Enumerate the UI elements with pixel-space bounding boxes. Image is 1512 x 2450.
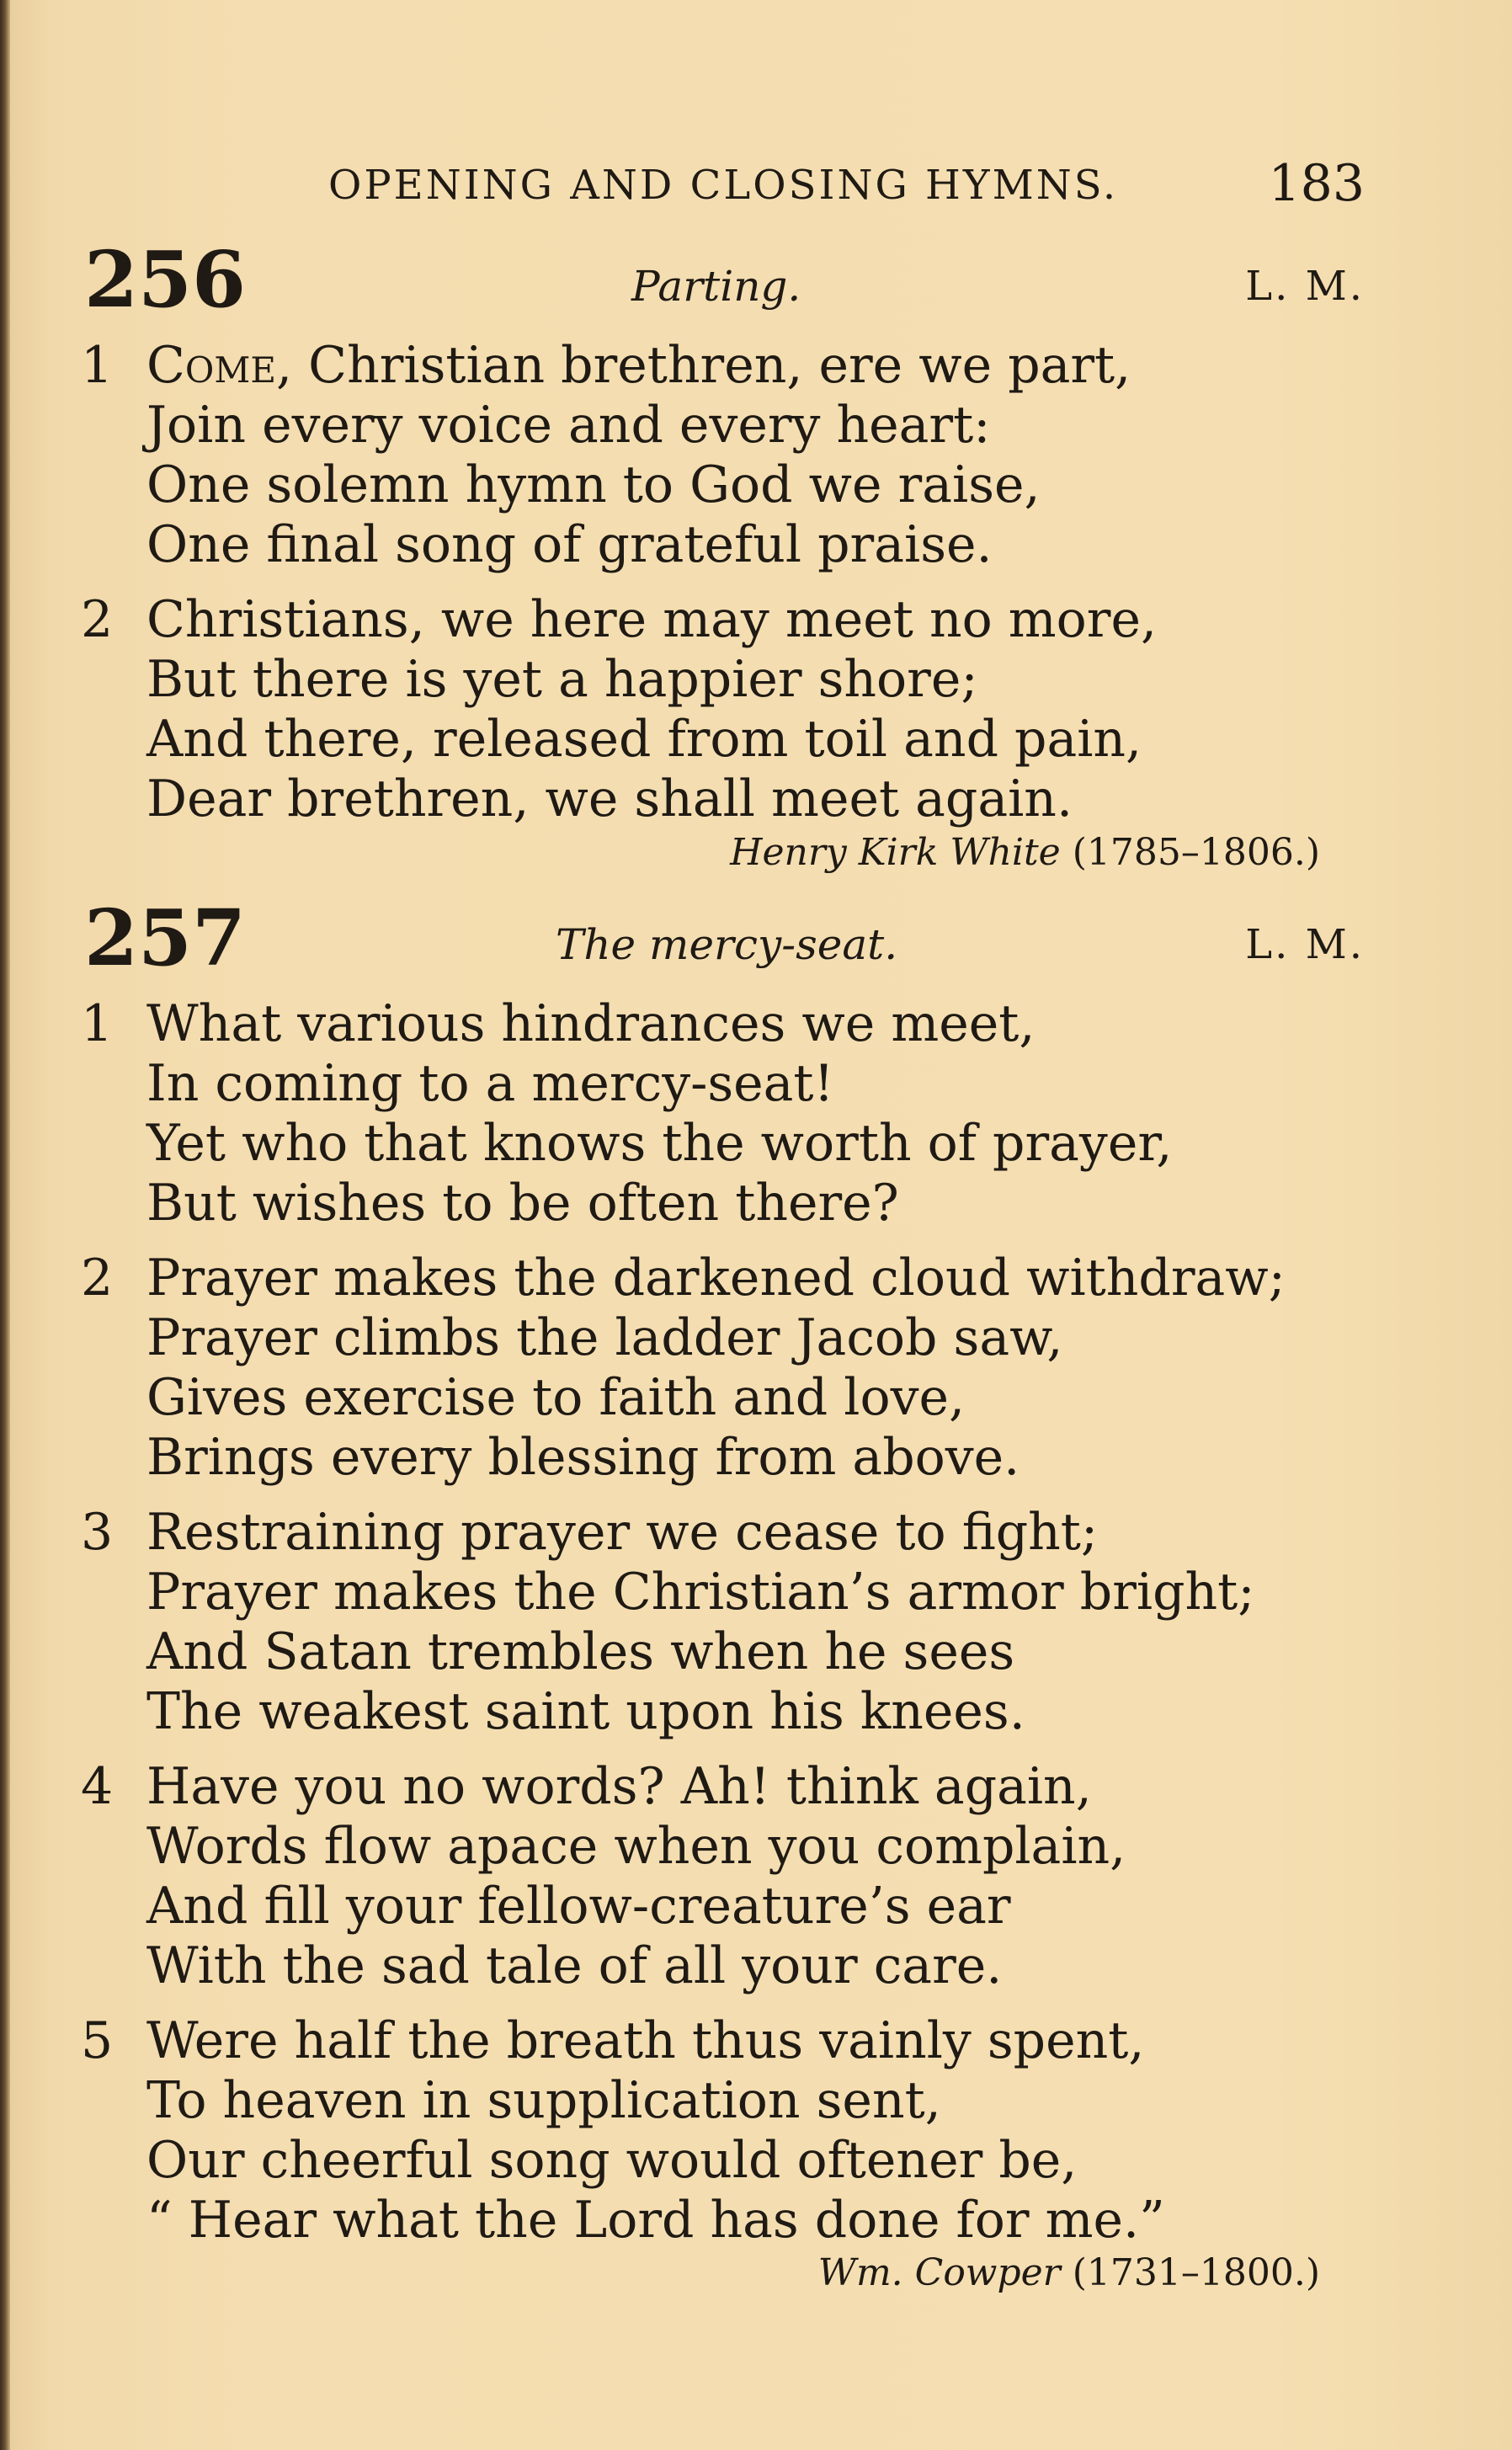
hymn-attribution — [818, 2250, 1320, 2297]
stanza-number: 2 — [81, 1249, 114, 1308]
verse-line: And fill your fellow-creature’s ear — [146, 1877, 1011, 1936]
verse-line: Our cheerful song would oftener be, — [146, 2131, 1078, 2190]
hymn-title: The mercy-seat. — [556, 920, 898, 969]
stanza-number: 4 — [81, 1757, 114, 1816]
author-dates: (1731–1800.) — [1072, 2251, 1320, 2294]
verse-line: Christians, we here may meet no more, — [146, 590, 1158, 649]
book-spine-edge — [0, 0, 10, 2450]
verse-line: And there, released from toil and pain, — [146, 710, 1142, 769]
running-title: OPENING AND CLOSING HYMNS. — [328, 162, 1119, 209]
verse-line: “ Hear what the Lord has done for me.” — [146, 2191, 1165, 2250]
verse-line: With the sad tale of all your care. — [146, 1936, 1003, 1995]
verse-line: But wishes to be often there? — [146, 1174, 899, 1233]
hymn-heading — [84, 892, 1365, 983]
verse-line: Have you no words? Ah! think again, — [146, 1757, 1092, 1816]
verse-line: One solemn hymn to God we raise, — [146, 455, 1041, 514]
verse-line: Prayer makes the Christian’s armor bright; — [146, 1563, 1255, 1622]
author-name: Wm. Cowper — [817, 2251, 1061, 2294]
stanza-number: 1 — [81, 336, 114, 395]
page-number: 183 — [1268, 154, 1365, 213]
stanza-number: 3 — [81, 1503, 114, 1562]
hymn-title: Parting. — [631, 262, 801, 311]
verse-line: Yet who that knows the worth of prayer, — [146, 1114, 1173, 1173]
hymn-meter: L. M. — [1245, 921, 1365, 968]
stanza-number: 1 — [81, 994, 114, 1053]
hymn-number: 256 — [84, 234, 247, 325]
verse-line: Words flow apace when you complain, — [146, 1817, 1126, 1876]
verse-line: The weakest saint upon his knees. — [146, 1682, 1025, 1741]
author-dates: (1785–1806.) — [1072, 831, 1320, 874]
verse-line: Gives exercise to faith and love, — [146, 1368, 966, 1427]
verse-line: Prayer climbs the ladder Jacob saw, — [146, 1308, 1063, 1367]
verse-line: Prayer makes the darkened cloud withdraw; — [146, 1249, 1286, 1308]
stanza-number: 2 — [81, 590, 114, 649]
hymn-heading — [84, 234, 1365, 325]
hymn-number: 257 — [84, 892, 247, 983]
hymn-attribution — [730, 829, 1320, 876]
verse-line: Dear brethren, we shall meet again. — [146, 770, 1073, 828]
verse-line: In coming to a mercy-seat! — [146, 1054, 834, 1113]
verse-line: One final song of grateful praise. — [146, 515, 993, 574]
verse-line: Join every voice and every heart: — [146, 396, 991, 455]
verse-line: Brings every blessing from above. — [146, 1428, 1020, 1487]
verse-line — [146, 335, 1131, 396]
first-word: Come — [146, 336, 277, 395]
hymn-meter: L. M. — [1245, 263, 1365, 310]
line-text: , Christian brethren, ere we part, — [276, 336, 1131, 395]
author-name: Henry Kirk White — [730, 831, 1061, 874]
verse-line: But there is yet a happier shore; — [146, 650, 978, 709]
verse-line: Restraining prayer we cease to fight; — [146, 1503, 1099, 1562]
verse-line: Were half the breath thus vainly spent, — [146, 2011, 1145, 2070]
verse-line: What various hindrances we meet, — [146, 994, 1036, 1053]
verse-line: To heaven in supplication sent, — [146, 2071, 941, 2130]
stanza-number: 5 — [81, 2011, 114, 2070]
verse-line: And Satan trembles when he sees — [146, 1622, 1015, 1681]
